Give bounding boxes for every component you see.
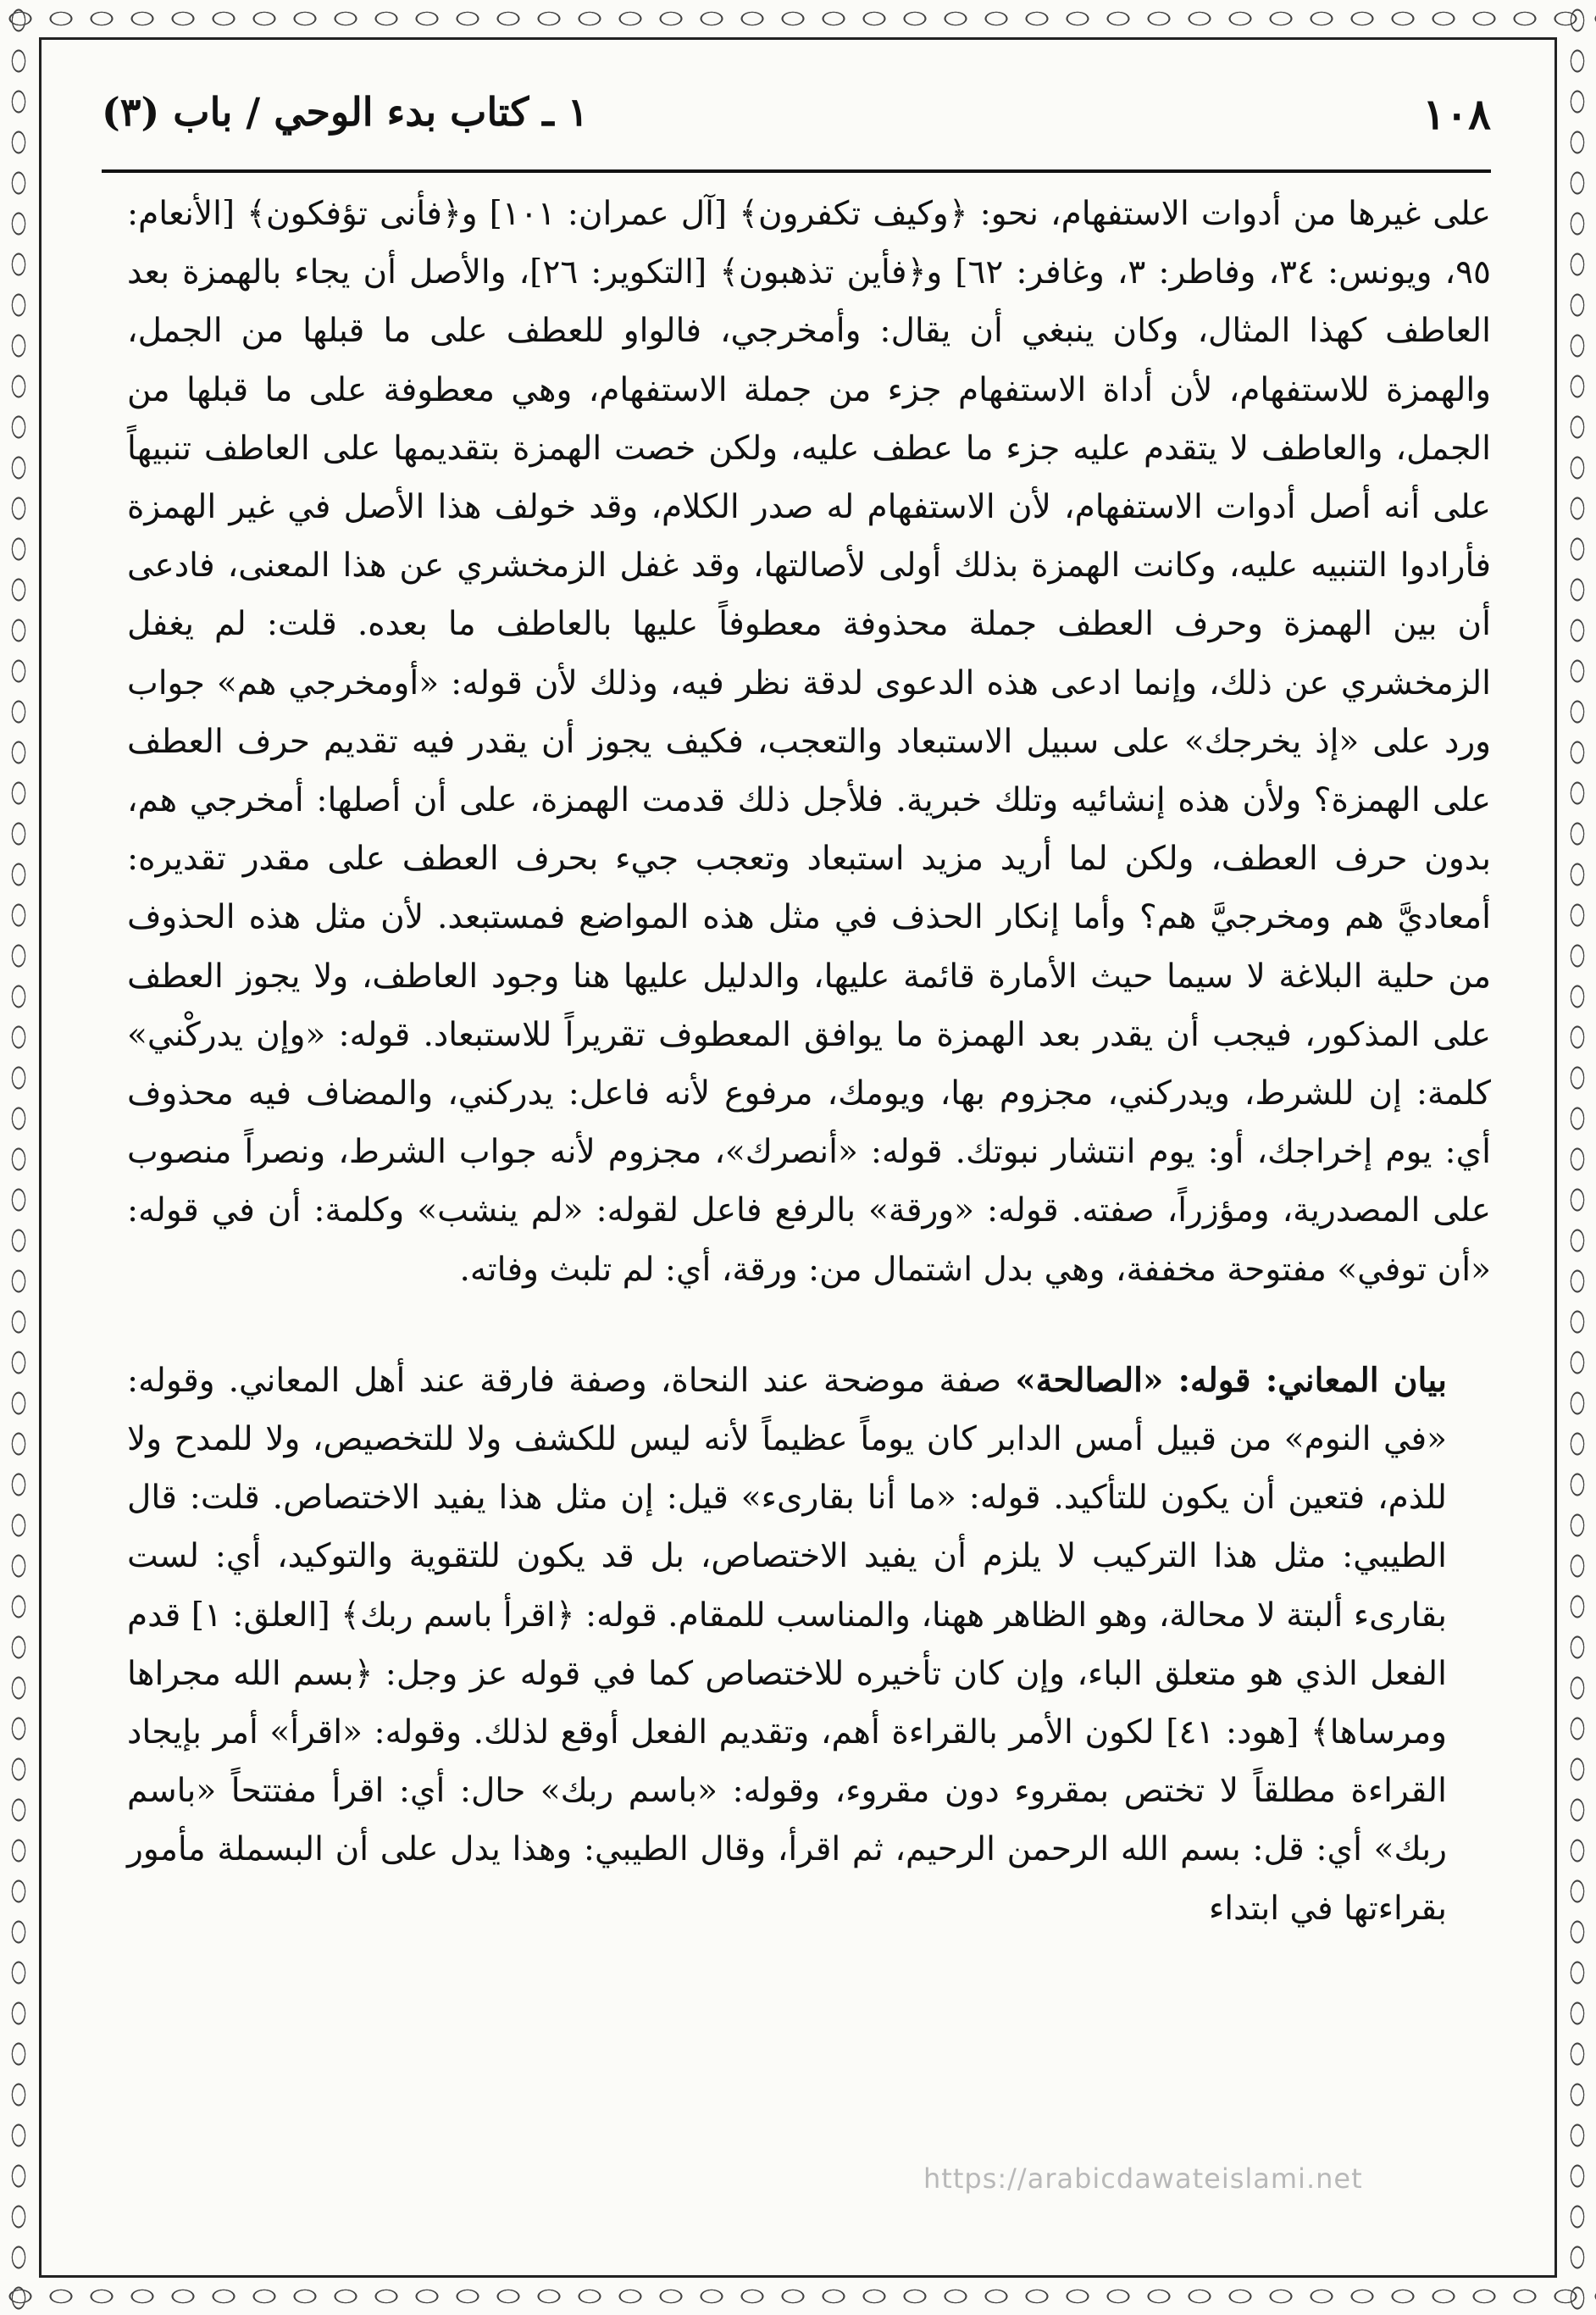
ornamental-border-left <box>0 0 37 2315</box>
paragraph-spacer <box>127 1299 1491 1352</box>
page-number: ١٠٨ <box>1422 89 1491 139</box>
ornamental-border-top <box>0 0 1596 37</box>
ornamental-border-bottom <box>0 2278 1596 2315</box>
section-heading: بيان المعاني: قوله: «الصالحة» <box>1015 1360 1447 1400</box>
page-body <box>127 185 1491 1938</box>
running-title: ١ ـ كتاب بدء الوحي / باب (٣) <box>102 89 589 135</box>
watermark: https://arabicdawateislami.net <box>923 2162 1363 2195</box>
page-header <box>102 89 1491 165</box>
header-rule <box>102 169 1491 173</box>
ornamental-border-right <box>1559 0 1596 2315</box>
paragraph-2-text: صفة موضحة عند النحاة، وصفة فارقة عند أهل المعاني. وقوله: «في النوم» من قبيل أمس الدابر كان يوماً عظيماً لأنه ليس للكشف ولا للتخصيص، ولا للمدح ولا للذم، فتعين أن يكون للتأكيد. قوله: «ما أنا بقارىء» قيل: إن مثل هذا يفيد الاختصاص. قلت: قال الطيبي: مثل هذا التركيب لا يلزم أن يفيد الاختصاص، بل قد يكون للتقوية والتوكيد، أي: لست بقارىء ألبتة لا محالة، وهو الظاهر ههنا، والمناسب للمقام. قوله: ﴿اقرأ باسم ربك﴾ [العلق: ١] قدم الفعل الذي هو متعلق الباء، وإن كان تأخيره للاختصاص كما في قوله عز وجل: ﴿بسم الله مجراها ومرساها﴾ [هود: ٤١] لكون الأمر بالقراءة أهم، وتقديم الفعل أوقع لذلك. وقوله: «اقرأ» أمر بإيجاد القراءة مطلقاً لا تختص بمقروء دون مقروء، وقوله: «باسم ربك» حال: أي: اقرأ مفتتحاً «باسم ربك» أي: قل: بسم الله الرحمن الرحيم، ثم اقرأ، وقال الطيبي: وهذا يدل على أن البسملة مأمور بقراءتها في ابتداء <box>127 1361 1448 1928</box>
paragraph-1: على غيرها من أدوات الاستفهام، نحو: ﴿وكيف تكفرون﴾ [آل عمران: ١٠١] و﴿فأنى تؤفكون﴾ [الأنعام: ٩٥، ويونس: ٣٤، وفاطر: ٣، وغافر: ٦٢] و﴿فأين تذهبون﴾ [التكوير: ٢٦]، والأصل أن يجاء بالهمزة بعد العاطف كهذا المثال، وكان ينبغي أن يقال: وأمخرجي، فالواو للعطف على ما قبلها من الجمل، والهمزة للاستفهام، لأن أداة الاستفهام جزء من جملة الاستفهام، وهي معطوفة على ما قبلها من الجمل، والعاطف لا يتقدم عليه جزء ما عطف عليه، ولكن خصت الهمزة بتقديمها على العاطف تنبيهاً على أنه أصل أدوات الاستفهام، لأن الاستفهام له صدر الكلام، وقد خولف هذا الأصل في غير الهمزة فأرادوا التنبيه عليه، وكانت الهمزة بذلك أولى لأصالتها، وقد غفل الزمخشري عن هذا المعنى، فادعى أن بين الهمزة وحرف العطف جملة محذوفة معطوفاً عليها بالعاطف ما بعده. قلت: لم يغفل الزمخشري عن ذلك، وإنما ادعى هذه الدعوى لدقة نظر فيه، وذلك لأن قوله: «أومخرجي هم» جواب ورد على «إذ يخرجك» على سبيل الاستبعاد والتعجب، فكيف يجوز أن يقدر فيه تقديم حرف العطف على الهمزة؟ ولأن هذه إنشائيه وتلك خبرية. فلأجل ذلك قدمت الهمزة، على أن أصلها: أمخرجي هم، بدون حرف العطف، ولكن لما أريد مزيد استبعاد وتعجب جيء بحرف العطف على مقدر تقديره: أمعاديَّ هم ومخرجيَّ هم؟ وأما إنكار الحذف في مثل هذه المواضع فمستبعد. لأن مثل هذه الحذوف من حلية البلاغة لا سيما حيث الأمارة قائمة عليها، والدليل عليها هنا وجود العاطف، ولا يجوز العطف على المذكور، فيجب أن يقدر بعد الهمزة ما يوافق المعطوف تقريراً للاستبعاد. قوله: «وإن يدركْني» كلمة: إن للشرط، ويدركني، مجزوم بها، ويومك، مرفوع لأنه فاعل: يدركني، والمضاف فيه محذوف أي: يوم إخراجك، أو: يوم انتشار نبوتك. قوله: «أنصرك»، مجزوم لأنه جواب الشرط، ونصراً منصوب على المصدرية، ومؤزراً، صفته. قوله: «ورقة» بالرفع فاعل لقوله: «لم ينشب» وكلمة: أن في قوله: «أن توفي» مفتوحة مخففة، وهي بدل اشتمال من: ورقة، أي: لم تلبث وفاته. <box>127 195 1491 1289</box>
paragraph-2 <box>127 1352 1491 1938</box>
